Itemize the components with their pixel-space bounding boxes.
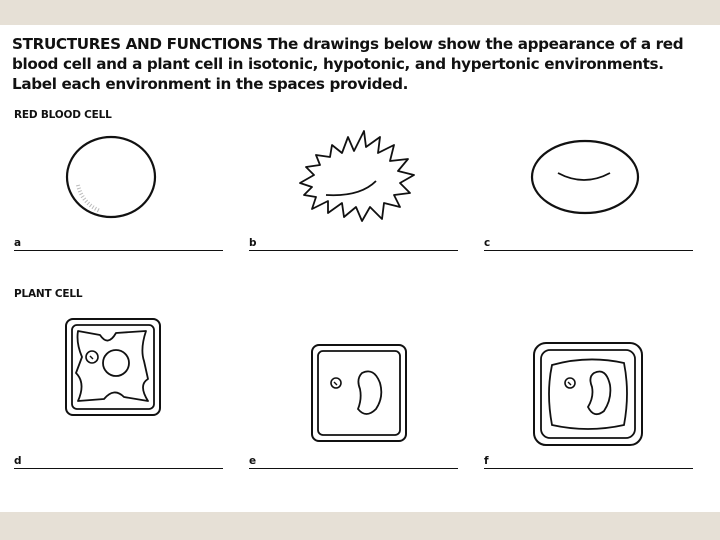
answer-blank-e[interactable]	[249, 454, 458, 469]
plant-cell-isotonic-drawing	[310, 343, 410, 443]
answer-blank-a[interactable]	[14, 236, 223, 251]
rbc-isotonic-disc-drawing	[528, 137, 648, 227]
worksheet-instructions: The drawings below show the appearance of a red blood cell and a plant cell in isotonic, hypotonic, and hypertonic environments. Label each environment in the spaces provided.	[12, 35, 684, 93]
answer-blank-f[interactable]	[484, 454, 693, 469]
plant-cell-hypotonic-drawing	[64, 317, 164, 419]
blank-letter-a: a	[14, 237, 22, 249]
blank-letter-d: d	[14, 455, 22, 467]
rbc-isotonic-drawing	[60, 133, 170, 223]
plant-section-title: PLANT CELL	[14, 288, 83, 300]
answer-blank-d[interactable]	[14, 454, 223, 469]
answer-blank-c[interactable]	[484, 236, 693, 251]
rbc-section-title: RED BLOOD CELL	[14, 109, 112, 121]
rbc-hypertonic-drawing	[290, 125, 430, 225]
instructions-block	[12, 34, 692, 94]
worksheet-heading: STRUCTURES AND FUNCTIONS	[12, 35, 263, 53]
blank-letter-f: f	[484, 455, 489, 467]
worksheet-page	[0, 25, 720, 512]
plant-cell-hypertonic-drawing	[532, 341, 652, 447]
blank-letter-e: e	[249, 455, 257, 467]
answer-blank-b[interactable]	[249, 236, 458, 251]
blank-letter-c: c	[484, 237, 491, 249]
blank-letter-b: b	[249, 237, 257, 249]
